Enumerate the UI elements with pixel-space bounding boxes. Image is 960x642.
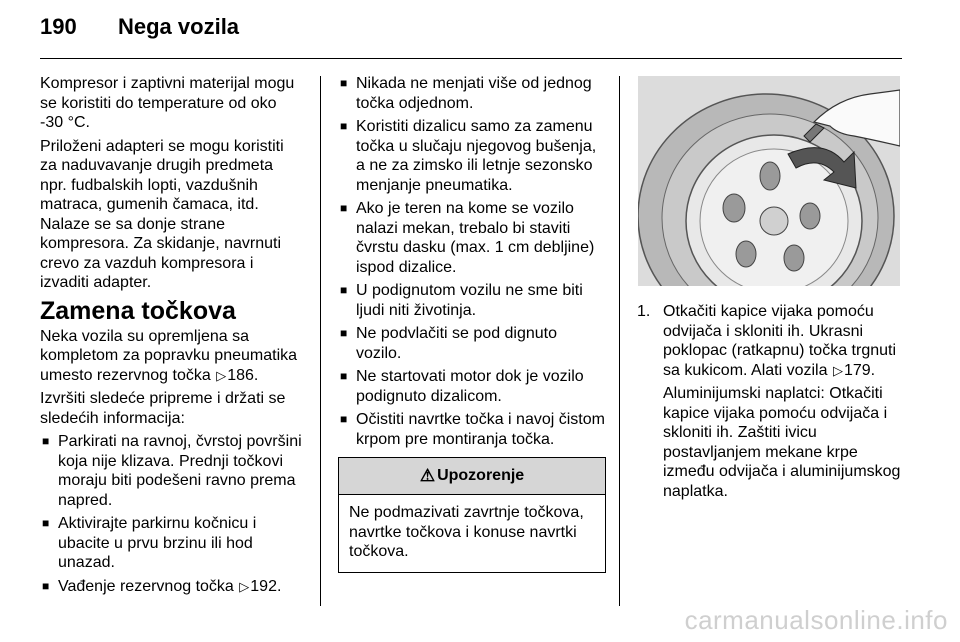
warning-triangle-icon: ⚠ [419,466,436,486]
list-item-text: U podignutom vozilu ne sme biti ljudi niti životinja. [356,282,583,319]
page-reference-link[interactable]: 192. [250,577,282,595]
list-item-text: Ne startovati motor dok je vozilo podignuto dizalicom. [356,368,584,405]
list-item-text: Ako je teren na kome se vozilo nalazi mekan, trebalo bi staviti čvrstu dasku (max. 1 cm debljine) ispod dizalice. [356,200,595,276]
step-text [663,302,903,380]
bullet-icon: ■ [340,283,348,297]
bullet-icon: ■ [340,76,348,90]
list-item-text: Parkirati na ravnoj, čvrstoj površini koja nije klizava. Prednji točkovi moraju biti podešeni ravno prema napred. [58,433,302,509]
watermark: carmanualsonline.info [684,605,948,635]
page-reference-arrow-icon: ▷ [832,362,843,378]
list-item [338,281,606,320]
bullet-icon: ■ [340,369,348,383]
bullet-icon: ■ [42,434,50,448]
paragraph: Kompresor i zaptivni materijal mogu se koristiti do temperature od oko -30 °C. [40,75,295,131]
paragraph: Priloženi adapteri se mogu koristiti za naduvavanje drugih predmeta npr. fudbalskih lopti, vazdušnih matraca, gumenih čamaca, itd. Nalaze se sa donje strane kompresora. Za skidanje, navrnuti crevo za vazduh kompresora i izvaditi adapter. [40,137,284,291]
paragraph [40,327,302,386]
list-item [338,199,606,277]
bullet-icon: ■ [340,326,348,340]
page-reference-link[interactable]: 186. [227,366,259,384]
step-number: 1. [637,303,651,320]
list-item-text: Očistiti navrtke točka i navoj čistom krpom pre montiranja točka. [356,411,605,448]
list-item [338,367,606,406]
column-right [637,74,903,505]
page-reference-arrow-icon: ▷ [239,578,250,594]
bullet-icon: ■ [340,201,348,215]
list-item-text: Nikada ne menjati više od jednog točka odjednom. [356,75,592,112]
step-note: Aluminijumski naplatci: Otkačiti kapice vijaka pomoću odvijača i skloniti ih. Zaštiti ivicu postavljanjem mekane krpe između odvijača i aluminijumskog naplatka. [663,385,901,500]
paragraph-text: Neka vozila su opremljena sa kompletom za popravku pneumatika umesto rezervnog točka [40,327,298,384]
column-divider [320,76,321,606]
column-left [40,74,302,600]
header-divider [40,58,902,59]
section-heading: Zamena točkova [40,296,236,325]
list-item [338,117,606,195]
wheel-hubcap-illustration [638,76,900,286]
bullet-icon: ■ [340,412,348,426]
page-number: 190 [40,14,77,39]
bullet-icon: ■ [42,578,50,593]
bullet-icon: ■ [340,119,348,133]
wheel-hubcap-removal-illustration-icon [638,76,900,286]
bullet-list [40,432,302,596]
column-divider [619,76,620,606]
list-item [338,410,606,449]
warning-text: Ne podmazivati zavrtnje točkova, navrtke točkova i konuse navrtki točkova. [349,504,584,560]
list-item [40,514,302,573]
column-middle [338,74,606,573]
list-item [40,432,302,510]
page-header [0,0,960,60]
page-reference-link[interactable]: 179. [843,361,876,379]
page-reference-arrow-icon: ▷ [216,367,227,383]
list-item [338,324,606,363]
paragraph: Izvršiti sledeće pripreme i držati se sledećih informacija: [40,390,286,427]
warning-title: Upozorenje [437,467,525,485]
step-text-body: Otkačiti kapice vijaka pomoću odvijača i skloniti ih. Ukrasni poklopac (ratkapnu) točka trgnuti sa kukicom. Alati vozila [663,303,897,379]
step-list [637,302,903,501]
bullet-list [338,74,606,449]
step-item [637,302,903,501]
list-item [338,74,606,113]
list-item-text: Vađenje rezervnog točka [58,577,234,595]
list-item-text: Aktivirajte parkirnu kočnicu i ubacite u prvu brzinu ili hod unazad. [58,515,257,571]
list-item-text: Koristiti dizalicu samo za zamenu točka u slučaju njegovog bušenja, a ne za zimsko ili letnje sezonsko menjanje pneumatika. [356,118,597,194]
page-title: Nega vozila [118,14,240,39]
bullet-icon: ■ [42,516,50,530]
warning-box [338,457,606,573]
list-item-text: Ne podvlačiti se pod dignuto vozilo. [356,325,558,362]
warning-header [339,458,605,495]
list-item [40,577,302,597]
